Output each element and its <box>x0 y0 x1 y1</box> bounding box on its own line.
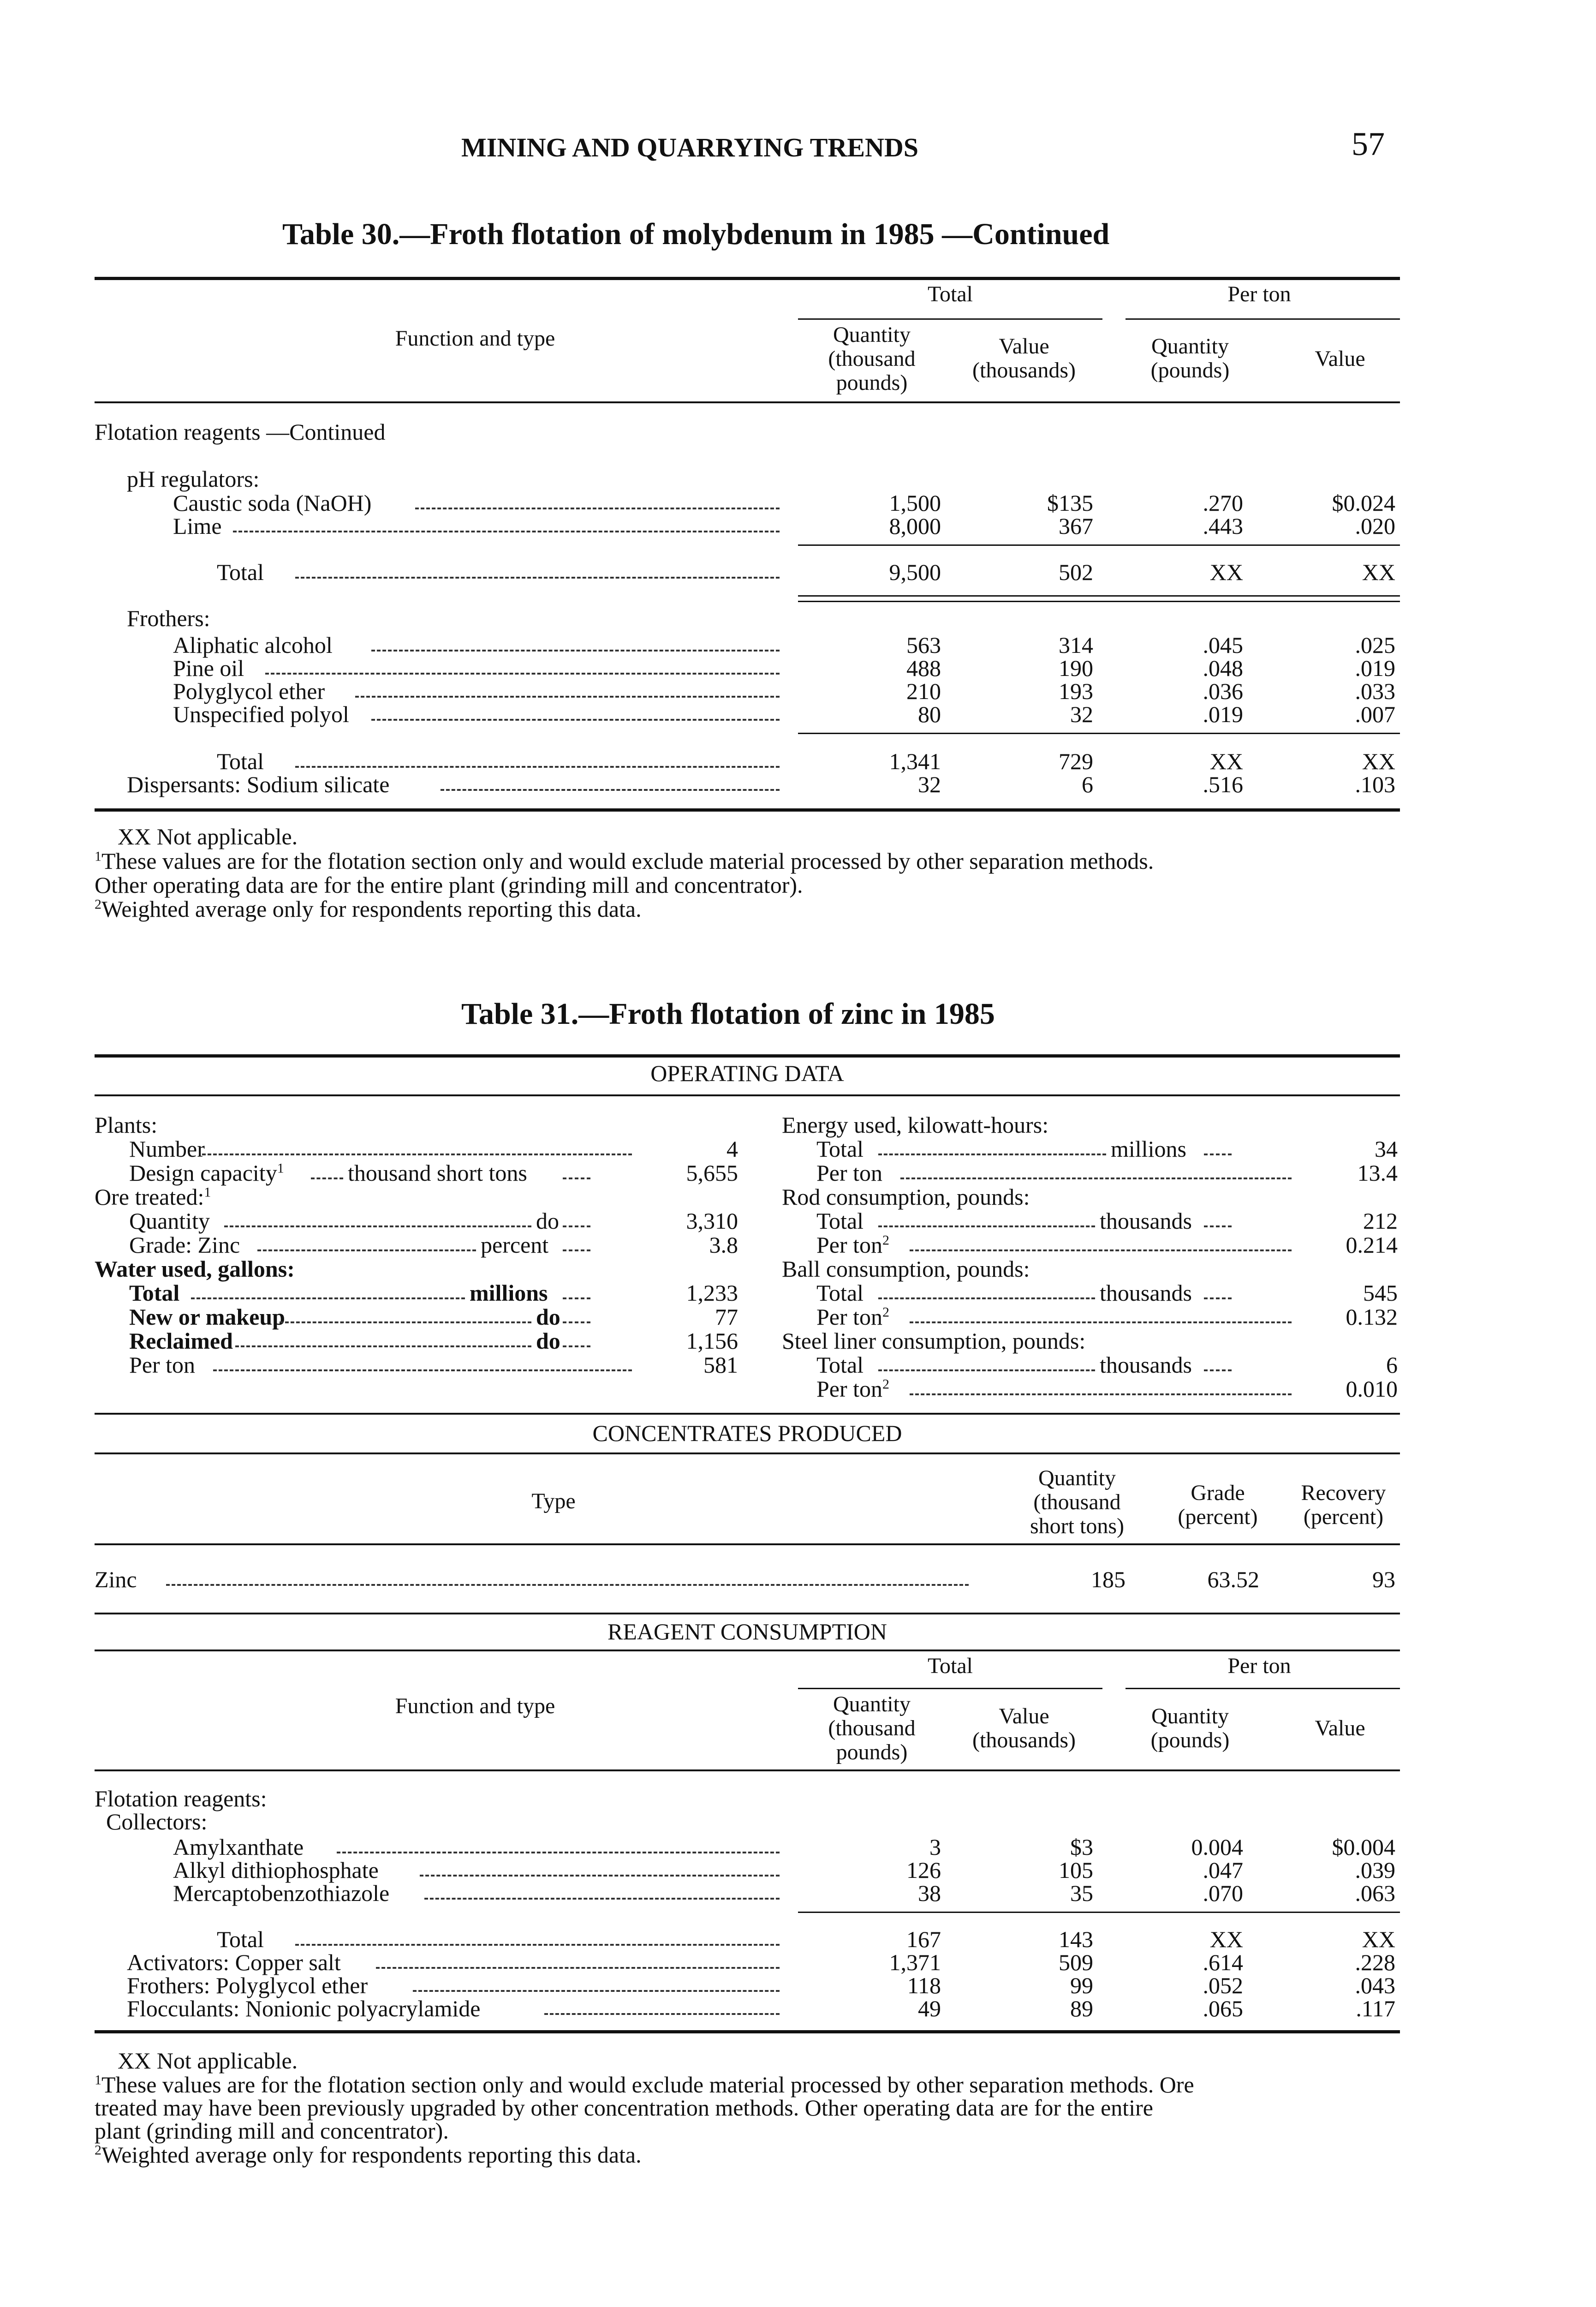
table30-total-span-rule <box>798 318 1102 320</box>
reagent-top-rule <box>95 1613 1400 1614</box>
table30-note-1: $^1$These values are for the flotation section only and would exclude material processed by other separation methods. <box>95 848 1154 874</box>
table31-note-1-cont2: plant (grinding mill and concentrator). <box>95 2118 449 2144</box>
conc-col-grade: Grade (percent) <box>1178 1481 1258 1529</box>
page-number: 57 <box>1352 126 1385 162</box>
concentrates-header-rule <box>95 1543 1400 1545</box>
table31-total-span-rule <box>798 1688 1102 1689</box>
subtotal-rule <box>798 1912 1400 1913</box>
table30-note-xx: XX Not applicable. <box>118 824 298 849</box>
table31-note-1-cont: treated may have been previously upgraded by other concentration methods. Other operating data are for the entire <box>95 2095 1153 2121</box>
subtotal-rule <box>798 595 1400 597</box>
table30-col-qty-total: Quantity (thousand pounds) <box>828 323 916 395</box>
table30-bottom-rule <box>95 808 1400 812</box>
table30-note-1-cont: Other operating data are for the entire plant (grinding mill and concentrator). <box>95 872 803 898</box>
table31-perton-span-rule <box>1126 1688 1400 1689</box>
table30-header-rule <box>95 401 1400 403</box>
table30-col-total: Total <box>928 282 973 306</box>
table30-note-2: $^2$Weighted average only for respondents reporting this data. <box>95 896 642 922</box>
table31-note-xx: XX Not applicable. <box>118 2048 298 2074</box>
table31-section: Flotation reagents: <box>95 1786 267 1811</box>
table30-group-ph: pH regulators: <box>127 466 260 492</box>
table31-bottom-rule <box>95 2030 1400 2033</box>
table30-col-qty-perton: Quantity (pounds) <box>1150 334 1230 383</box>
table31-col-qty-perton: Quantity (pounds) <box>1150 1704 1230 1752</box>
reagent-heading: REAGENT CONSUMPTION <box>607 1619 887 1644</box>
running-title: MINING AND QUARRYING TRENDS <box>461 132 919 162</box>
table31-col-perton: Per ton <box>1227 1654 1291 1678</box>
table30-col-perton: Per ton <box>1227 282 1291 306</box>
conc-col-type: Type <box>531 1489 576 1513</box>
table30-col-value-perton: Value <box>1315 347 1365 371</box>
table31-col-func: Function and type <box>395 1694 555 1718</box>
table31-title: Table 31.—Froth flotation of zinc in 1985 <box>461 997 995 1031</box>
concentrates-header-top-rule <box>95 1452 1400 1454</box>
operating-data-heading: OPERATING DATA <box>650 1060 844 1086</box>
operating-header-rule <box>95 1094 1400 1096</box>
table31-note-2: $^2$Weighted average only for respondents reporting this data. <box>95 2142 642 2168</box>
reagent-header-top-rule <box>95 1650 1400 1651</box>
table30-group-frothers: Frothers: <box>127 605 210 631</box>
subtotal-rule <box>798 544 1400 546</box>
table30-perton-span-rule <box>1126 318 1400 320</box>
table30-col-func: Function and type <box>395 326 555 351</box>
table31-header-rule <box>95 1769 1400 1771</box>
concentrates-heading: CONCENTRATES PRODUCED <box>592 1420 902 1446</box>
table30-col-value-total: Value (thousands) <box>972 334 1076 383</box>
table30-title: Table 30.—Froth flotation of molybdenum in 1985 —Continued <box>282 217 1110 251</box>
table31-note-1: $^1$These values are for the flotation section only and would exclude material processed by other separation methods. Ore <box>95 2072 1194 2098</box>
table31-col-total: Total <box>928 1654 973 1678</box>
conc-col-qty: Quantity (thousand short tons) <box>1030 1466 1124 1538</box>
table31-col-qty-total: Quantity (thousand pounds) <box>828 1692 916 1764</box>
subtotal-rule <box>798 601 1400 602</box>
table31-top-rule <box>95 1054 1400 1058</box>
table30-section: Flotation reagents —Continued <box>95 419 386 445</box>
table30-top-rule <box>95 277 1400 280</box>
concentrates-top-rule <box>95 1413 1400 1415</box>
table31-col-value-total: Value (thousands) <box>972 1704 1076 1752</box>
table31-group-collectors: Collectors: <box>106 1809 208 1835</box>
conc-col-recovery: Recovery (percent) <box>1301 1481 1386 1529</box>
table31-col-value-perton: Value <box>1315 1716 1365 1740</box>
subtotal-rule <box>798 733 1400 734</box>
